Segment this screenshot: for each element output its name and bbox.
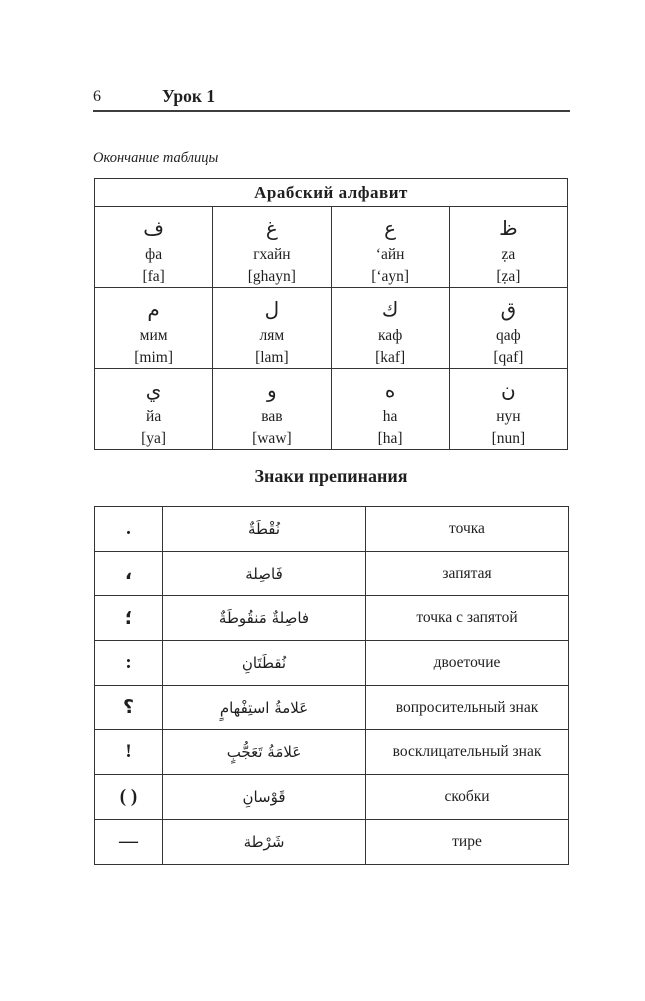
punctuation-arabic-name: شَرْطة (163, 819, 366, 864)
punctuation-arabic-name: عَلامَةُ تَعَجُّبٍ (163, 730, 366, 775)
letter-name: каф (378, 327, 403, 344)
arabic-letter: غ (265, 216, 278, 240)
letter-name: ha (382, 408, 398, 425)
letter-cell (331, 369, 449, 450)
letter-name: qaф (496, 327, 521, 344)
punctuation-table (94, 506, 569, 865)
arabic-letter: ك (381, 297, 399, 321)
punctuation-russian-name: точка с запятой (366, 596, 569, 641)
punctuation-sign: ( ) (95, 775, 163, 820)
letter-cell (95, 207, 213, 288)
letter-cell (213, 207, 331, 288)
punctuation-arabic-name: نُقطَتَانِ (163, 641, 366, 686)
letter-name: фа (145, 246, 163, 263)
letter-name: вав (261, 408, 283, 425)
punctuation-russian-name: тире (366, 819, 569, 864)
punctuation-russian-name: скобки (366, 775, 569, 820)
letter-cell (95, 288, 213, 369)
table-row (95, 775, 569, 820)
letter-transliteration: [lam] (255, 349, 289, 366)
letter-cell (213, 369, 331, 450)
lesson-title: Урок 1 (162, 86, 216, 106)
table-row (95, 507, 569, 552)
letter-transliteration: [waw] (252, 430, 292, 447)
letter-cell (331, 288, 449, 369)
letter-transliteration: [ghayn] (247, 268, 296, 285)
letter-name: гхайн (253, 246, 291, 263)
letter-name: йа (146, 408, 162, 425)
header-rule (93, 110, 570, 112)
letter-transliteration: [qaf] (493, 349, 524, 366)
table-row (95, 819, 569, 864)
table-row (95, 369, 568, 450)
letter-transliteration: [ẓa] (496, 268, 521, 285)
arabic-letter: ع (384, 216, 397, 240)
letter-cell (331, 207, 449, 288)
arabic-letter: ف (143, 216, 164, 240)
punctuation-sign: — (95, 819, 163, 864)
arabic-letter: م (147, 297, 160, 321)
letter-transliteration: [nun] (491, 430, 526, 447)
punctuation-russian-name: запятая (366, 551, 569, 596)
punctuation-russian-name: двоеточие (366, 641, 569, 686)
letter-transliteration: [mim] (134, 349, 173, 366)
letter-name: лям (259, 327, 285, 344)
punctuation-arabic-name: عَلامةُ استِفْهامٍ (163, 685, 366, 730)
arabic-letter: ي (145, 378, 162, 402)
table-title-row (95, 179, 568, 207)
punctuation-heading: Знаки препинания (254, 466, 408, 486)
letter-cell (95, 369, 213, 450)
letter-name: мим (139, 327, 168, 344)
arabic-letter: ه (384, 378, 396, 402)
letter-cell (449, 369, 567, 450)
punctuation-sign: ، (95, 551, 163, 596)
letter-name: нун (496, 408, 521, 425)
alphabet-table-title: Арабский алфавит (95, 179, 568, 207)
arabic-letter: و (267, 378, 277, 402)
punctuation-sign: ؟ (95, 685, 163, 730)
punctuation-arabic-name: فاصِلةٌ مَنقُوطَةٌ (163, 596, 366, 641)
punctuation-sign: . (95, 507, 163, 552)
letter-name: ẓa (501, 246, 516, 263)
letter-transliteration: [kaf] (375, 349, 406, 366)
letter-transliteration: [fa] (142, 268, 165, 285)
punctuation-russian-name: вопросительный знак (366, 685, 569, 730)
letter-cell (449, 288, 567, 369)
table-row (95, 207, 568, 288)
arabic-letter: ظ (499, 216, 518, 240)
table-row (95, 685, 569, 730)
arabic-letter: ن (501, 378, 516, 402)
table-row (95, 551, 569, 596)
letter-cell (213, 288, 331, 369)
letter-transliteration: [ha] (377, 430, 403, 447)
punctuation-arabic-name: قَوْسانِ (163, 775, 366, 820)
punctuation-sign: : (95, 641, 163, 686)
punctuation-russian-name: точка (366, 507, 569, 552)
table-row (95, 288, 568, 369)
punctuation-sign: ؛ (95, 596, 163, 641)
table-row (95, 596, 569, 641)
arabic-letter: ق (500, 297, 517, 321)
arabic-letter: ل (264, 297, 280, 321)
letter-cell (449, 207, 567, 288)
letter-name: ʻайн (375, 246, 405, 263)
punctuation-arabic-name: نُقْطَةٌ (163, 507, 366, 552)
punctuation-russian-name: восклицательный знак (366, 730, 569, 775)
letter-transliteration: [ya] (141, 430, 167, 447)
letter-transliteration: [ʻayn] (371, 268, 410, 285)
table-row (95, 641, 569, 686)
table-row (95, 730, 569, 775)
punctuation-sign: ! (95, 730, 163, 775)
alphabet-table (94, 178, 568, 450)
table-continuation-note: Окончание таблицы (93, 150, 219, 166)
punctuation-arabic-name: فَاصِلة (163, 551, 366, 596)
page-number: 6 (93, 88, 101, 105)
